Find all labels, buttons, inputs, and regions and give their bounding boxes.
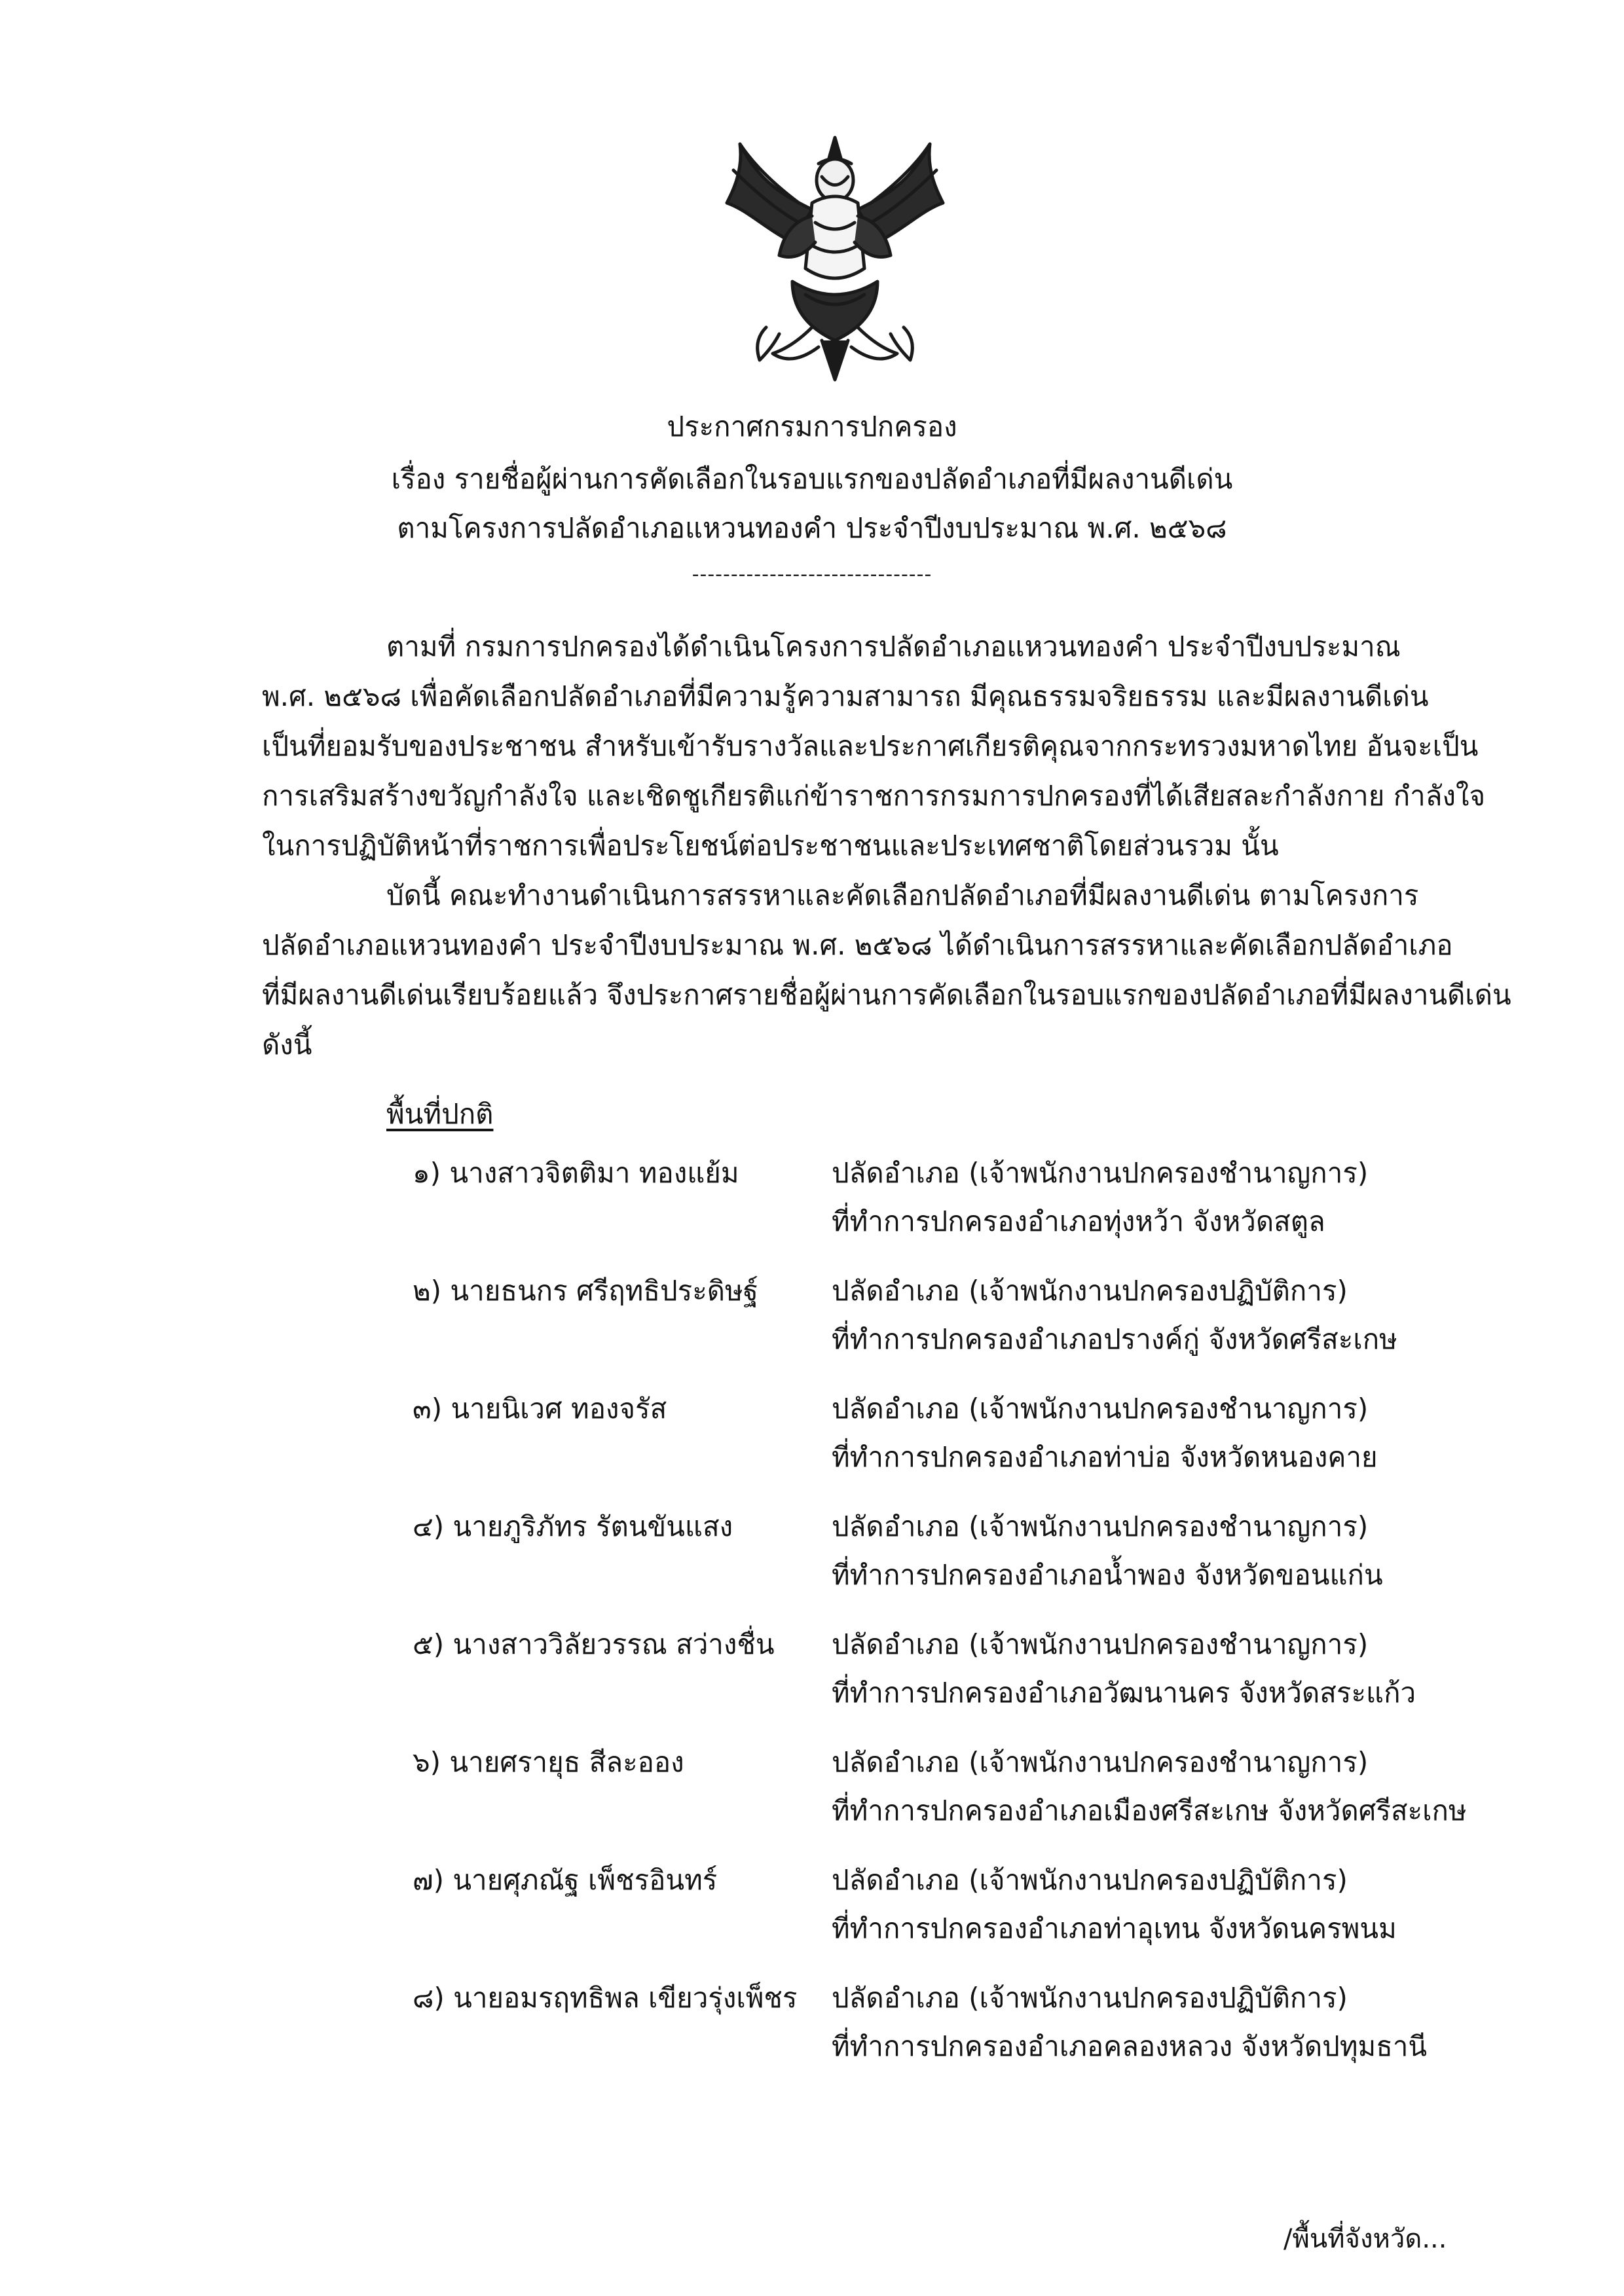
- candidate-position: ปลัดอำเภอ (เจ้าพนักงานปกครองปฏิบัติการ): [832, 1275, 1348, 1307]
- candidate-name: ๕) นางสาววิลัยวรรณ สว่างชื่น: [413, 1628, 775, 1660]
- candidate-office: ที่ทำการปกครองอำเภอปรางค์กู่ จังหวัดศรีสะเกษ: [832, 1323, 1397, 1355]
- candidate-position: ปลัดอำเภอ (เจ้าพนักงานปกครองชำนาญการ): [832, 1157, 1369, 1189]
- list-item: [0, 1741, 1624, 1840]
- header-divider: -------------------------------: [692, 563, 932, 586]
- candidate-office: ที่ทำการปกครองอำเภอเมืองศรีสะเกษ จังหวัดศรีสะเกษ: [832, 1795, 1467, 1827]
- paragraph-line: ปลัดอำเภอแหวนทองคำ ประจำปีงบประมาณ พ.ศ. ๒๕๖๘ ได้ดำเนินการสรรหาและคัดเลือกปลัดอำเภอ: [262, 929, 1453, 961]
- section-title: พื้นที่ปกติ: [386, 1098, 494, 1130]
- candidate-position: ปลัดอำเภอ (เจ้าพนักงานปกครองปฏิบัติการ): [832, 1864, 1348, 1896]
- paragraph-line: เป็นที่ยอมรับของประชาชน สำหรับเข้ารับรางวัลและประกาศเกียรติคุณจากกระทรวงมหาดไทย อันจะเป็น: [262, 730, 1479, 762]
- paragraph-line: บัดนี้ คณะทำงานดำเนินการสรรหาและคัดเลือกปลัดอำเภอที่มีผลงานดีเด่น ตามโครงการ: [386, 879, 1419, 911]
- announcement-project: ตามโครงการปลัดอำเภอแหวนทองคำ ประจำปีงบประมาณ พ.ศ. ๒๕๖๘: [397, 512, 1227, 544]
- candidate-office: ที่ทำการปกครองอำเภอท่าอุเทน จังหวัดนครพนม: [832, 1912, 1397, 1944]
- paragraph-line: การเสริมสร้างขวัญกำลังใจ และเชิดชูเกียรติแก่ข้าราชการกรมการปกครองที่ได้เสียสละกำลังกาย กำลังใจ: [262, 780, 1486, 812]
- paragraph-announcement: [262, 871, 1511, 1070]
- list-item: [0, 1152, 1624, 1250]
- list-item: [0, 1506, 1624, 1604]
- candidate-name: ๔) นายภูริภัทร รัตนขันแสง: [413, 1510, 733, 1542]
- candidate-name: ๑) นางสาวจิตติมา ทองแย้ม: [413, 1157, 739, 1189]
- list-item: [0, 1270, 1624, 1368]
- list-item: [0, 1624, 1624, 1722]
- candidate-name: ๒) นายธนกร ศรีฤทธิประดิษฐ์: [413, 1275, 758, 1307]
- garuda-emblem-icon: [714, 131, 956, 386]
- candidate-position: ปลัดอำเภอ (เจ้าพนักงานปกครองชำนาญการ): [832, 1628, 1369, 1660]
- announcement-issuer: ประกาศกรมการปกครอง: [667, 410, 957, 443]
- list-item: [0, 1388, 1624, 1486]
- candidate-position: ปลัดอำเภอ (เจ้าพนักงานปกครองชำนาญการ): [832, 1510, 1369, 1542]
- paragraph-line: ดังนี้: [262, 1029, 312, 1061]
- continued-marker: /พื้นที่จังหวัด...: [1283, 2224, 1447, 2254]
- candidate-office: ที่ทำการปกครองอำเภอท่าบ่อ จังหวัดหนองคาย: [832, 1441, 1378, 1473]
- paragraph-line: ที่มีผลงานดีเด่นเรียบร้อยแล้ว จึงประกาศรายชื่อผู้ผ่านการคัดเลือกในรอบแรกของปลัดอำเภอที่มีผลงานดีเด่น: [262, 979, 1511, 1011]
- candidate-office: ที่ทำการปกครองอำเภอทุ่งหว้า จังหวัดสตูล: [832, 1205, 1325, 1237]
- candidate-office: ที่ทำการปกครองอำเภอคลองหลวง จังหวัดปทุมธานี: [832, 2030, 1428, 2062]
- paragraph-line: พ.ศ. ๒๕๖๘ เพื่อคัดเลือกปลัดอำเภอที่มีความรู้ความสามารถ มีคุณธรรมจริยธรรม และมีผลงานดีเด่น: [262, 680, 1429, 712]
- candidate-name: ๖) นายศรายุธ สีละออง: [413, 1746, 684, 1778]
- paragraph-line: ในการปฏิบัติหน้าที่ราชการเพื่อประโยชน์ต่อประชาชนและประเทศชาติโดยส่วนรวม นั้น: [262, 829, 1279, 862]
- candidate-office: ที่ทำการปกครองอำเภอวัฒนานคร จังหวัดสระแก้ว: [832, 1677, 1416, 1709]
- list-item: [0, 1977, 1624, 2075]
- paragraph-line: ตามที่ กรมการปกครองได้ดำเนินโครงการปลัดอำเภอแหวนทองคำ ประจำปีงบประมาณ: [386, 630, 1401, 663]
- candidate-name: ๓) นายนิเวศ ทองจรัส: [413, 1393, 667, 1425]
- paragraph-intro: [262, 622, 1486, 871]
- candidate-name: ๗) นายศุภณัฐ เพ็ชรอินทร์: [413, 1864, 718, 1896]
- candidate-position: ปลัดอำเภอ (เจ้าพนักงานปกครองชำนาญการ): [832, 1746, 1369, 1778]
- list-item: [0, 1859, 1624, 1958]
- announcement-subject: เรื่อง รายชื่อผู้ผ่านการคัดเลือกในรอบแรกของปลัดอำเภอที่มีผลงานดีเด่น: [391, 463, 1233, 495]
- candidate-position: ปลัดอำเภอ (เจ้าพนักงานปกครองชำนาญการ): [832, 1393, 1369, 1425]
- candidate-office: ที่ทำการปกครองอำเภอน้ำพอง จังหวัดขอนแก่น: [832, 1559, 1383, 1591]
- candidate-name: ๘) นายอมรฤทธิพล เขียวรุ่งเพ็ชร: [413, 1982, 798, 2014]
- candidate-position: ปลัดอำเภอ (เจ้าพนักงานปกครองปฏิบัติการ): [832, 1982, 1348, 2014]
